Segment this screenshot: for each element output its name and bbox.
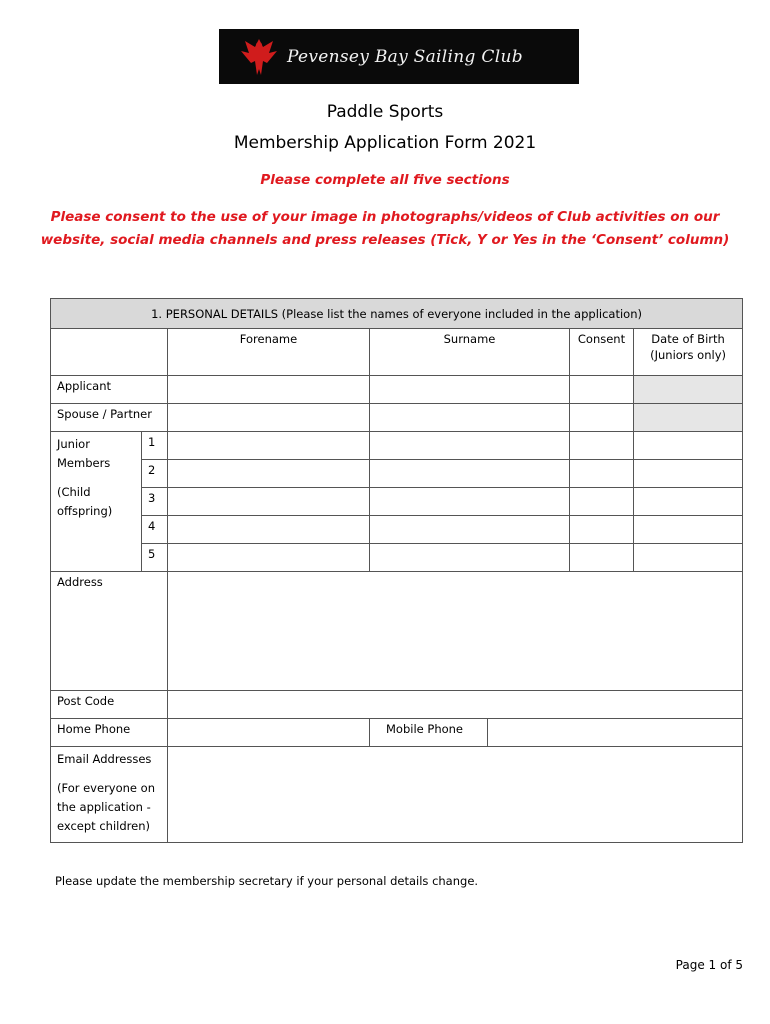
page-number: Page 1 of 5: [675, 958, 743, 972]
child-label-line1: (Child: [57, 485, 91, 499]
blank-header-cell: [51, 329, 168, 376]
consent-notice-line1: Please consent to the use of your image in photographs/videos of Club activities on our: [50, 209, 720, 225]
email-label: Email Addresses: [57, 752, 152, 766]
email-note-line3: except children): [57, 819, 150, 833]
spouse-forename-field[interactable]: [168, 404, 370, 432]
junior-2-surname-field[interactable]: [370, 460, 570, 488]
update-details-note: Please update the membership secretary if your personal details change.: [55, 874, 479, 888]
junior-3-forename-field[interactable]: [168, 488, 370, 516]
applicant-dob-disabled: [634, 376, 743, 404]
junior-5-surname-field[interactable]: [370, 544, 570, 572]
junior-4-surname-field[interactable]: [370, 516, 570, 544]
post-code-field[interactable]: [168, 691, 743, 719]
phoenix-icon: [239, 35, 279, 79]
spouse-label: Spouse / Partner: [51, 404, 168, 432]
junior-1-surname-field[interactable]: [370, 432, 570, 460]
spouse-consent-field[interactable]: [570, 404, 634, 432]
home-phone-label: Home Phone: [51, 719, 168, 747]
sections-notice: Please complete all five sections: [260, 172, 510, 188]
personal-details-table: [50, 298, 743, 843]
junior-number: 1: [142, 432, 168, 460]
child-label-line2: offspring): [57, 504, 113, 518]
email-note-line1: (For everyone on: [57, 781, 155, 795]
club-logo: [219, 29, 579, 84]
junior-2-dob-field[interactable]: [634, 460, 743, 488]
junior-2-forename-field[interactable]: [168, 460, 370, 488]
section-title: 1. PERSONAL DETAILS (Please list the names of everyone included in the application): [51, 299, 743, 329]
applicant-forename-field[interactable]: [168, 376, 370, 404]
email-field[interactable]: [168, 747, 743, 843]
junior-number: 2: [142, 460, 168, 488]
junior-number: 5: [142, 544, 168, 572]
post-code-label: Post Code: [51, 691, 168, 719]
email-label-cell: [51, 747, 168, 843]
address-label: Address: [51, 572, 168, 691]
mobile-phone-label: Mobile Phone: [370, 719, 488, 747]
junior-5-consent-field[interactable]: [570, 544, 634, 572]
junior-4-consent-field[interactable]: [570, 516, 634, 544]
logo-text: Pevensey Bay Sailing Club: [287, 46, 523, 67]
junior-label-line2: Members: [57, 456, 111, 470]
junior-3-dob-field[interactable]: [634, 488, 743, 516]
consent-notice-line2: website, social media channels and press releases (Tick, Y or Yes in the ‘Consent’ column): [40, 232, 730, 248]
junior-label-line1: Junior: [57, 437, 90, 451]
dob-header: [634, 329, 743, 376]
junior-1-dob-field[interactable]: [634, 432, 743, 460]
applicant-label: Applicant: [51, 376, 168, 404]
junior-3-surname-field[interactable]: [370, 488, 570, 516]
junior-5-dob-field[interactable]: [634, 544, 743, 572]
surname-header: Surname: [370, 329, 570, 376]
mobile-phone-field[interactable]: [488, 719, 743, 747]
junior-5-forename-field[interactable]: [168, 544, 370, 572]
dob-header-line2: (Juniors only): [650, 348, 726, 362]
spouse-dob-disabled: [634, 404, 743, 432]
address-field[interactable]: [168, 572, 743, 691]
form-title-line2: Membership Application Form 2021: [233, 133, 537, 153]
applicant-consent-field[interactable]: [570, 376, 634, 404]
junior-1-forename-field[interactable]: [168, 432, 370, 460]
consent-notice: [0, 206, 770, 252]
junior-members-label: [51, 432, 142, 572]
form-title-line1: Paddle Sports: [326, 102, 444, 122]
home-phone-field[interactable]: [168, 719, 370, 747]
spouse-surname-field[interactable]: [370, 404, 570, 432]
junior-1-consent-field[interactable]: [570, 432, 634, 460]
junior-2-consent-field[interactable]: [570, 460, 634, 488]
email-note-line2: the application -: [57, 800, 151, 814]
junior-number: 4: [142, 516, 168, 544]
applicant-surname-field[interactable]: [370, 376, 570, 404]
forename-header: Forename: [168, 329, 370, 376]
consent-header: Consent: [570, 329, 634, 376]
junior-4-forename-field[interactable]: [168, 516, 370, 544]
dob-header-line1: Date of Birth: [651, 332, 725, 346]
junior-4-dob-field[interactable]: [634, 516, 743, 544]
junior-number: 3: [142, 488, 168, 516]
junior-3-consent-field[interactable]: [570, 488, 634, 516]
